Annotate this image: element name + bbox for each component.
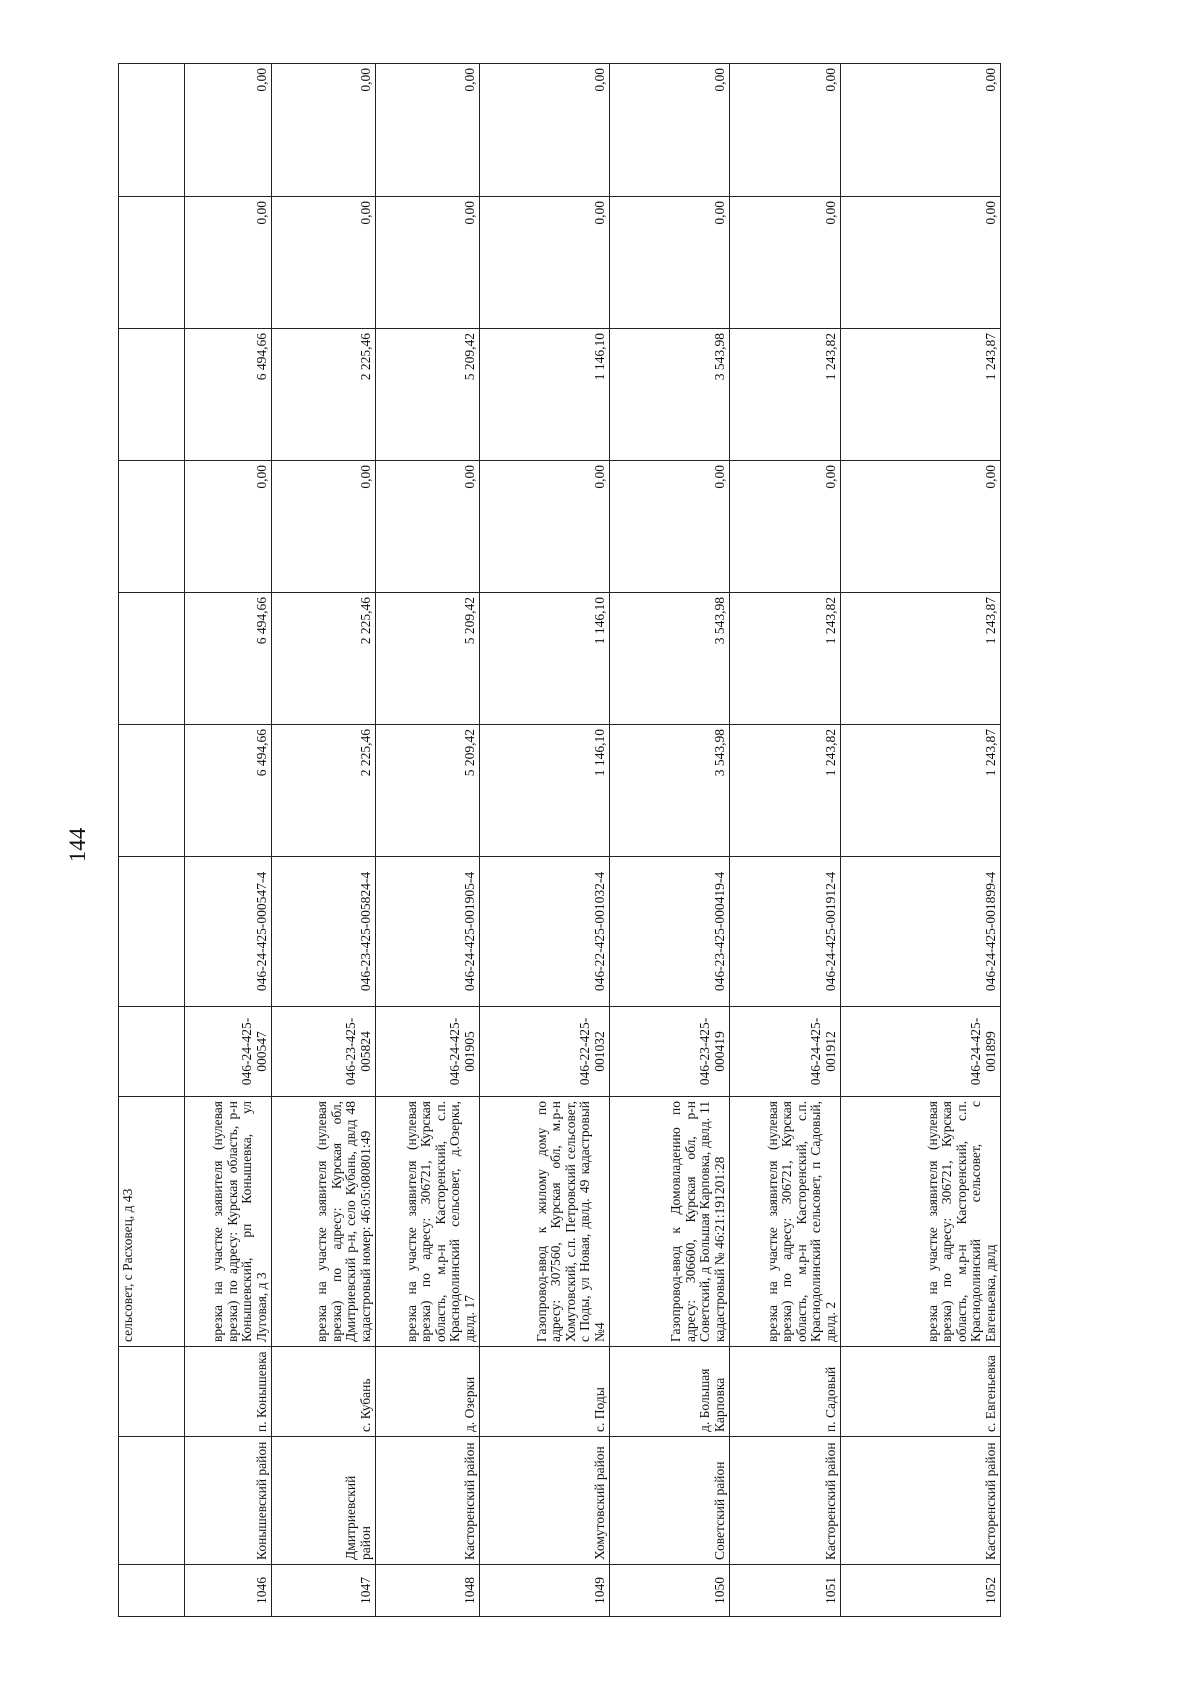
district-cell: Касторенский район: [841, 1437, 1001, 1565]
value-cell-4: 6 494,66: [185, 329, 272, 461]
district-cell: Касторенский район: [730, 1437, 841, 1565]
code-long-cell: 046-24-425-000547-4: [185, 857, 272, 1007]
value-cell-6: 0,00: [480, 64, 610, 197]
page-number: 144: [65, 827, 90, 863]
data-table: [118, 63, 1001, 1617]
code-long-cell: 046-24-425-001912-4: [730, 857, 841, 1007]
table-row: [730, 64, 841, 1617]
value-cell-1: 1 146,10: [480, 725, 610, 857]
address-cell: врезка на участке заявителя (нулевая врезка) по адресу: Курская область, р-н Конышевский, рп Конышевка, ул Луговая, д 3: [185, 1097, 272, 1347]
address-cell: врезка на участке заявителя (нулевая врезка) по адресу: 306721, Курская область, м.р-н Касторенский, с.п. Краснодолинский сельсовет, с Евгеньевка, двлд: [841, 1097, 1001, 1347]
code-short-cell: 046-24-425-001912: [730, 1007, 841, 1097]
district-cell: Хомутовский район: [480, 1437, 610, 1565]
code-long-cell: 046-23-425-005824-4: [272, 857, 376, 1007]
table-row: [610, 64, 730, 1617]
value-cell-1: 1 243,82: [730, 725, 841, 857]
value-cell-5: 0,00: [480, 197, 610, 329]
rotated-table-wrapper: [118, 64, 1000, 1617]
locality-cell: д. Большая Карповка: [610, 1347, 730, 1437]
continuation-text: сельсовет, с Расховец, д 43: [119, 1097, 185, 1347]
locality-cell: п. Садовый: [730, 1347, 841, 1437]
value-cell-2: 3 543,98: [610, 593, 730, 725]
value-cell-3: 0,00: [272, 461, 376, 593]
value-cell-3: 0,00: [730, 461, 841, 593]
row-number: 1052: [841, 1565, 1001, 1617]
value-cell-6: 0,00: [272, 64, 376, 197]
code-short-cell: 046-23-425-005824: [272, 1007, 376, 1097]
value-cell-5: 0,00: [185, 197, 272, 329]
value-cell-6: 0,00: [376, 64, 480, 197]
value-cell-5: 0,00: [841, 197, 1001, 329]
row-number: 1047: [272, 1565, 376, 1617]
code-long-cell: 046-23-425-000419-4: [610, 857, 730, 1007]
value-cell-2: 5 209,42: [376, 593, 480, 725]
value-cell-2: 1 146,10: [480, 593, 610, 725]
code-long-cell: 046-24-425-001905-4: [376, 857, 480, 1007]
table-row: [376, 64, 480, 1617]
value-cell-6: 0,00: [610, 64, 730, 197]
value-cell-6: 0,00: [730, 64, 841, 197]
address-cell: Газопровод-ввод к жилому дому по адресу: 307560, Курская обл, м.р-н Хомутовский, с.п. Петровский сельсовет, с Поды, ул Новая, двлд. 49 кадастровый №4: [480, 1097, 610, 1347]
table-row: [841, 64, 1001, 1617]
value-cell-4: 3 543,98: [610, 329, 730, 461]
code-long-cell: 046-22-425-001032-4: [480, 857, 610, 1007]
value-cell-2: 1 243,82: [730, 593, 841, 725]
code-short-cell: 046-24-425-001899: [841, 1007, 1001, 1097]
value-cell-3: 0,00: [841, 461, 1001, 593]
row-number: 1048: [376, 1565, 480, 1617]
value-cell-3: 0,00: [610, 461, 730, 593]
value-cell-5: 0,00: [610, 197, 730, 329]
value-cell-2: 2 225,46: [272, 593, 376, 725]
value-cell-4: 5 209,42: [376, 329, 480, 461]
table-row: [272, 64, 376, 1617]
district-cell: Касторенский район: [376, 1437, 480, 1565]
continuation-row: [119, 64, 185, 1617]
locality-cell: с. Кубань: [272, 1347, 376, 1437]
table-row: [185, 64, 272, 1617]
value-cell-2: 6 494,66: [185, 593, 272, 725]
address-cell: врезка на участке заявителя (нулевая врезка) по адресу: 306721, Курская область, м.р-н Касторенский, с.п. Краснодолинский сельсовет, д.Озерки, двлд. 17: [376, 1097, 480, 1347]
value-cell-4: 1 243,87: [841, 329, 1001, 461]
district-cell: Конышевский район: [185, 1437, 272, 1565]
locality-cell: п. Конышевка: [185, 1347, 272, 1437]
code-short-cell: 046-23-425-000419: [610, 1007, 730, 1097]
code-short-cell: 046-24-425-001905: [376, 1007, 480, 1097]
row-number: 1049: [480, 1565, 610, 1617]
locality-cell: с. Поды: [480, 1347, 610, 1437]
value-cell-6: 0,00: [185, 64, 272, 197]
address-cell: Газопровод-ввод к Домовладению по адресу: 306600, Курская обл, р-н Советский, д Большая Карповка, двлд. 11 кадастровый № 46:21:191201:28: [610, 1097, 730, 1347]
value-cell-1: 6 494,66: [185, 725, 272, 857]
value-cell-1: 1 243,87: [841, 725, 1001, 857]
district-cell: Советский район: [610, 1437, 730, 1565]
value-cell-6: 0,00: [841, 64, 1001, 197]
code-short-cell: 046-24-425-000547: [185, 1007, 272, 1097]
row-number: 1050: [610, 1565, 730, 1617]
row-number: 1046: [185, 1565, 272, 1617]
value-cell-4: 1 146,10: [480, 329, 610, 461]
value-cell-3: 0,00: [376, 461, 480, 593]
value-cell-5: 0,00: [730, 197, 841, 329]
value-cell-5: 0,00: [376, 197, 480, 329]
value-cell-1: 2 225,46: [272, 725, 376, 857]
row-number: 1051: [730, 1565, 841, 1617]
code-short-cell: 046-22-425-001032: [480, 1007, 610, 1097]
address-cell: врезка на участке заявителя (нулевая врезка) по адресу: Курская обл, Дмитриевский р-н, село Кубань, двлд 48 кадастровый номер: 46:05:080801:49: [272, 1097, 376, 1347]
locality-cell: д. Озерки: [376, 1347, 480, 1437]
district-cell: Дмитриевский район: [272, 1437, 376, 1565]
value-cell-3: 0,00: [480, 461, 610, 593]
value-cell-2: 1 243,87: [841, 593, 1001, 725]
value-cell-1: 5 209,42: [376, 725, 480, 857]
value-cell-5: 0,00: [272, 197, 376, 329]
table-row: [480, 64, 610, 1617]
code-long-cell: 046-24-425-001899-4: [841, 857, 1001, 1007]
locality-cell: с. Евгеньевка: [841, 1347, 1001, 1437]
value-cell-1: 3 543,98: [610, 725, 730, 857]
value-cell-3: 0,00: [185, 461, 272, 593]
value-cell-4: 2 225,46: [272, 329, 376, 461]
address-cell: врезка на участке заявителя (нулевая врезка) по адресу: 306721, Курская область, м.р-н Касторенский, с.п. Краснодолинский сельсовет, п Садовый, двлд. 2: [730, 1097, 841, 1347]
value-cell-4: 1 243,82: [730, 329, 841, 461]
